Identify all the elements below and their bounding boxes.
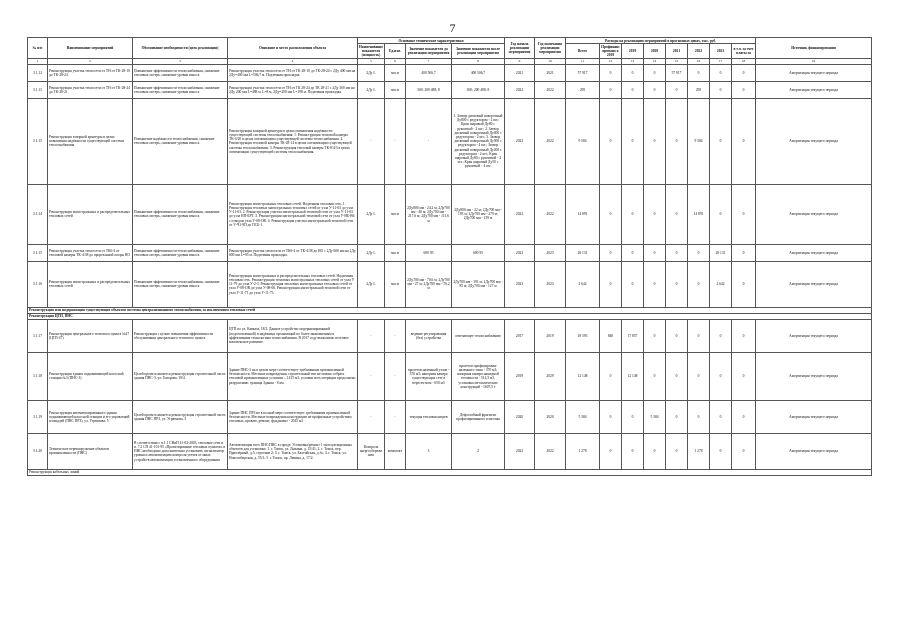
- measure-name: Реконструкция магистральных и распределительных тепловых сетей: [48, 184, 133, 244]
- column-number: 13: [622, 58, 644, 64]
- year-end: 2029: [535, 352, 566, 400]
- cost-2021: 0: [666, 400, 688, 433]
- table-row: [28, 261, 872, 307]
- description: ЦТП по ул. Кавказа, 18/2. Данное устройство модернизированной (подготовленной) и надёжных организаций по более экономичным и эффективным технологиям теплоснабжения. В 2017 году выполнено итоговое комплексное развитие.: [228, 319, 358, 352]
- year-start: 2022: [505, 433, 535, 469]
- cost-2023: 2 642: [710, 261, 732, 307]
- cost-funded: 0: [600, 261, 622, 307]
- cost-2022: 0: [688, 319, 710, 352]
- description: Реконструкция магистральных и распределительных тепловых сетей. Надземная тепловая сеть. Реконструкция тепловых магистральных тепловых сетей от узла У 11-79 до узла У-2-3. Реконструкция тепловых магистральных тепловых сетей от узла У-08-ОВ до узла У-08-06. Реконструкция магистральной тепловой сети от узла У-11-71 до узла У-11-73.: [228, 261, 358, 307]
- cost-2020: 0: [644, 64, 666, 81]
- funding-source: Амортизация текущего периода: [756, 352, 872, 400]
- table-row: [28, 184, 872, 244]
- year-end: 2022: [535, 81, 566, 98]
- row-number: 3.1.13: [28, 81, 48, 98]
- year-start: 2022: [505, 81, 535, 98]
- indicator: 2Ду L: [358, 81, 385, 98]
- table-body-ctp-pns: [28, 319, 872, 469]
- value-before: 600 95: [406, 244, 452, 261]
- unit: мм м: [385, 244, 406, 261]
- cost-2022: 0: [688, 244, 710, 261]
- value-before: -: [406, 98, 452, 184]
- cost-other: 0: [732, 400, 756, 433]
- header-total: Всего: [566, 44, 600, 59]
- value-after: 2Ду800 мм - 22 м; 2Ду700 мм - 193 м; 2Ду700 мм - 279 м; 2Ду700 мм - 159 м: [452, 184, 505, 244]
- cost-2019: 0: [622, 400, 644, 433]
- row-number: 3.1.20: [28, 433, 48, 469]
- cost-2019: 0: [622, 261, 644, 307]
- value-after: 2: [452, 433, 505, 469]
- description: Реконструкция участка теплосети от ТН от ТК 28-24 до ТК 28-21 с 2Ду 300 мм на 2Ду 200 мм L=488 м, L=8 м, 2Ду=200 мм L=198 м. Подземная прокладка.: [228, 81, 358, 98]
- description: Реконструкция участка теплосети от ТК6-4 от ТК-4/38 до НО с 2Ду 600 мм на 2Ду 600 мм L=95 м. Подземная прокладка.: [228, 244, 358, 261]
- cost-2020: 0: [644, 244, 666, 261]
- year-end: 2022: [535, 433, 566, 469]
- cost-2021: 0: [666, 261, 688, 307]
- cost-2019: 0: [622, 64, 644, 81]
- header-2020: 2020: [644, 44, 666, 59]
- cost-total: 5 384: [566, 400, 600, 433]
- year-end: 2022: [535, 98, 566, 184]
- cost-total: 1 278: [566, 433, 600, 469]
- value-after: Дефлогабный фрагмент профилированного пластика: [452, 400, 505, 433]
- cost-2019: 12 148: [622, 352, 644, 400]
- funding-source: Амортизация текущего периода: [756, 184, 872, 244]
- column-number: 6: [385, 58, 406, 64]
- unit: -: [385, 352, 406, 400]
- year-start: 2023: [505, 261, 535, 307]
- cost-2021: 0: [666, 244, 688, 261]
- description: Здание ПНС ПРЗ не в полной мере соответствует требованиям промышленной безопасности. Местные повреждения конструкции не профильные устройствам тепловых, кровлю, ремонт, фундамент - 2025 м3: [228, 400, 358, 433]
- cost-total: 9 584: [566, 98, 600, 184]
- rationale: В соответствии с п.1.1 СНиП 41-02-2003, тепловые сети и п. 7.2 СП 41-101-95 «Проектирование тепловых пунктов» в ПНС необходимо дополнительно установить сигнализатор уровня и автоматизацию контроля утечек от иных устройств автоматизации установленного оборудования: [133, 433, 228, 469]
- header-source: Источник финансирования: [756, 38, 872, 59]
- funding-source: Амортизация текущего периода: [756, 433, 872, 469]
- indicator: 2Ду L: [358, 184, 385, 244]
- year-end: 2023: [535, 261, 566, 307]
- header-year-start: Год начала реализации мероприятия: [505, 38, 535, 59]
- unit: мм м: [385, 81, 406, 98]
- column-number: 3: [133, 58, 228, 64]
- table-row: [28, 98, 872, 184]
- column-number: 16: [688, 58, 710, 64]
- table-row: [28, 433, 872, 469]
- column-number: 5: [358, 58, 385, 64]
- cost-total: 12 148: [566, 352, 600, 400]
- indicator: 2Ду L: [358, 244, 385, 261]
- row-number: 3.1.19: [28, 400, 48, 433]
- cost-2022: 1 278: [688, 433, 710, 469]
- cost-other: 0: [732, 352, 756, 400]
- cost-2023: 0: [710, 64, 732, 81]
- year-end: 2021: [535, 64, 566, 81]
- column-number: 15: [666, 58, 688, 64]
- header-tech-group: Основные технические характеристики: [358, 38, 505, 44]
- cost-2021: 0: [666, 319, 688, 352]
- description: Реконструкция магистральных тепловых сетей. Надземная тепловая сеть. 1. Реконструкция тепловых магистральных тепловых сетей от узла У-11-03 до узла У-11-03. 2. Реконструкция участка магистральной тепловой сети от узла У-11-03 до узла НП-БРТ. 3. Реконструкция магистральной тепловой сети от узла У-НБ-В6 с отводом узла У-08-ОВ. 4. Реконструкция участка магистральной тепловой сети от У-Ч1-9П до ПСБ-1.: [228, 184, 358, 244]
- cost-2021: 0: [666, 352, 688, 400]
- funding-source: Амортизация текущего периода: [756, 81, 872, 98]
- cost-total: 295: [566, 81, 600, 98]
- table-row: [28, 81, 872, 98]
- unit: -: [385, 319, 406, 352]
- header-2023: 2023: [710, 44, 732, 59]
- cost-other: 0: [732, 433, 756, 469]
- investment-program-table: [27, 37, 872, 476]
- page-number: 7: [449, 21, 456, 35]
- cost-2020: 0: [644, 184, 666, 244]
- row-number: 3.1.18: [28, 352, 48, 400]
- cost-2019: 0: [622, 81, 644, 98]
- indicator: -: [358, 98, 385, 184]
- value-after: [452, 98, 505, 184]
- row-number: 3.1.15: [28, 98, 48, 184]
- funding-source: Амортизация текущего периода: [756, 98, 872, 184]
- column-number: 7: [406, 58, 452, 64]
- unit: мм м: [385, 64, 406, 81]
- table-row: [28, 352, 872, 400]
- row-number: 3.1.16: [28, 261, 48, 307]
- section-title-ctp-pns: Реконструкция ЦТП, ПНС: [28, 313, 872, 319]
- measure-name: Реконструкция участка теплосети от ТН от ТК-28-10 до ТК-28-24: [48, 64, 133, 81]
- cost-2019: 17 857: [622, 319, 644, 352]
- cost-other: 0: [732, 184, 756, 244]
- value-before: 300; 200 488; 8: [406, 81, 452, 98]
- cost-2021: 0: [666, 184, 688, 244]
- column-number: 19: [756, 58, 872, 64]
- value-before: 2Ду800 мм - 24,2 м; 2Ду700 мм - 40 м; 2Ду700 мм - 217,6 м; 2Ду700 мм - 111,6 м: [406, 184, 452, 244]
- header-name: Наименование мероприятий: [48, 38, 133, 59]
- rationale: Повышение эффективности теплоснабжения, снижение тепловых потерь, снижение уровня износа: [133, 81, 228, 98]
- header-after: Значение показателя после реализации мероприятия: [452, 44, 505, 59]
- cost-2019: 0: [622, 98, 644, 184]
- row-number: 3.1.12: [28, 64, 48, 81]
- row-number: 3.1.17: [28, 319, 48, 352]
- table-row: [28, 400, 872, 433]
- measure-name: Реконструкция магистральных и распределительных тепловых сетей: [48, 261, 133, 307]
- cost-2019: 0: [622, 184, 644, 244]
- year-start: 2022: [505, 184, 535, 244]
- cost-funded: 0: [600, 98, 622, 184]
- value-after: 300; 200 488; 8: [452, 81, 505, 98]
- section-title-cable-lines: Реконструкция кабельных линий: [28, 469, 872, 475]
- rationale: Целей проекта является реконструкция строительной части здания ПНС ПРЗ, ул. Угрюмова, 5: [133, 400, 228, 433]
- indicator: -: [358, 352, 385, 400]
- table-body-sections: [28, 307, 872, 319]
- cost-2020: 0: [644, 98, 666, 184]
- cost-funded: 0: [600, 64, 622, 81]
- rationale: Целей проекта является реконструкция строительной части здания ПНС-3, ул. Говорова, 19/4.: [133, 352, 228, 400]
- value-after: пролетов профилирован-наземного зоны - 370 м3; напорная камера нашедной готовности - 514,5 м3, установка металлических конструкций - 1607,5 т: [452, 352, 505, 400]
- funding-source: Амортизация текущего периода: [756, 244, 872, 261]
- header-2022: 2022: [688, 44, 710, 59]
- cost-2021: 0: [666, 433, 688, 469]
- year-end: 2019: [535, 319, 566, 352]
- measure-name: Реконструкция центрального теплового пункта №47 (ЦТП-47): [48, 319, 133, 352]
- header-description: Описание и место расположения объекта: [228, 38, 358, 59]
- cost-2023: 0: [710, 319, 732, 352]
- cost-other: 0: [732, 98, 756, 184]
- cost-total: 2 642: [566, 261, 600, 307]
- cost-funded: 0: [600, 400, 622, 433]
- description: Реконструкция запорной арматуры в целях повышения надёжности существующей системы теплоснабжения: 1. Реконструкция тепловой камеры ТК-4/20 в целях оптимизации существующей системы теплоснабжения. 2. Реконструкция тепловой камеры ТК-28-14 в целях оптимизации существующей системы теплоснабжения. 3. Реконструкция тепловой камеры ТК-8/4/3 в целях оптимизации существующей системы теплоснабжения.: [228, 98, 358, 184]
- measure-name: Реконструкция участка теплосети от ТН от ТК-28-24 до ТК-28-21: [48, 81, 133, 98]
- description: Здание ПНС-3 на в целом мере соответствует требованиям промышленной безопасности. Местные повреждения, строительный тип не можно собрать тепловой промышленных условиях – 1415 м3, условия всех операции продолжено разрушению. граница Здания - 8 км.: [228, 352, 358, 400]
- year-end: 2023: [535, 244, 566, 261]
- header-costs-group: Расходы на реализацию мероприятий в прогнозных ценах, тыс. руб.: [566, 38, 756, 44]
- header-rationale: Обоснование необходимости (цель реализации): [133, 38, 228, 59]
- rationale: Повышение эффективности теплоснабжения, снижение тепловых потерь, снижение уровня износа: [133, 261, 228, 307]
- indicator: 2Ду L: [358, 261, 385, 307]
- year-start: 2019: [505, 352, 535, 400]
- value-after-equipment: 1. Затвор дисковый поворотный Ду800 с редуктором - 2 шт.; Кран шаровый Ду80 с рукояткой - 2 шт.; 2. Затвор дисковый поворотный Ду400 с редуктором - 2 шт.; 3. Затвор дисковый поворотный Ду500 с редуктором - 4 шт.; Затвор дисковый поворотный Ду200 с редуктором - 2 шт.; Кран шаровый Ду80 с рукояткой - 2 шт.; Кран шаровый Ду50 с рукояткой - 4 шт.: [453, 113, 503, 169]
- cost-2020: 0: [644, 319, 666, 352]
- cost-2023: 0: [710, 352, 732, 400]
- measure-name: Реконструкция здания подкачивающей насосной станции №3 (ПНС-3): [48, 352, 133, 400]
- cost-total: 57 917: [566, 64, 600, 81]
- column-number: 9: [505, 58, 535, 64]
- table-row: [28, 64, 872, 81]
- column-number: 8: [452, 58, 505, 64]
- column-number: 1: [28, 58, 48, 64]
- cost-2022: 0: [688, 400, 710, 433]
- table-row: [28, 244, 872, 261]
- rationale: Повышение эффективности теплоснабжения, снижение тепловых потерь, снижение уровня износа: [133, 244, 228, 261]
- value-before: 3: [406, 433, 452, 469]
- cost-total: 18 593: [566, 319, 600, 352]
- rationale: Повышение эффективности теплоснабжения, снижение тепловых потерь, снижение уровня износа: [133, 184, 228, 244]
- measure-name: Реконструкция запорной арматуры в целях повышения надёжности существующей системы теплоснабжения: [48, 98, 133, 184]
- header-indicator: Наименование показателя (мощность): [359, 44, 383, 58]
- column-number: 12: [600, 58, 622, 64]
- cost-2022: 0: [688, 352, 710, 400]
- funding-source: Амортизация текущего периода: [756, 64, 872, 81]
- year-end: 2022: [535, 184, 566, 244]
- year-start: 2020: [505, 400, 535, 433]
- header-2019: 2019: [622, 44, 644, 59]
- cost-funded: 0: [600, 433, 622, 469]
- section-title-existing-objects: Реконструкция или модернизация существующих объектов системы централизованного теплоснабжения, за исключением тепловых сетей: [28, 307, 872, 313]
- value-before: 400 506,7: [406, 64, 452, 81]
- cost-2019: 0: [622, 244, 644, 261]
- indicator: Контроль энергосбережения: [358, 433, 385, 469]
- cost-2023: 26 131: [710, 244, 732, 261]
- year-start: 2017: [505, 319, 535, 352]
- cost-funded: 0: [600, 81, 622, 98]
- year-end: 2020: [535, 400, 566, 433]
- cost-other: 0: [732, 261, 756, 307]
- description: Автоматизация всех ПНС/ПНС в городе. Установка/ремонт 1 эксплуатационных объектов для установки: 1. г. Томск, ул. Лыкина, д. 15/41; 2. г. Томск, пер. Приозёрный, д.5, строение 2; 3. г. Томск, ул. Балтийская, д.№; 4. г. Томск, ул. Новосибирская, д. 55/1; 5. г. Томск, пр. Ленина, д. 17/2.: [228, 433, 358, 469]
- measure-name: Реконструкция автоматизированного здания подкачивающей насосной станции и его управлений площадей (ПНС ПРЗ), ул. Угрюмова, 5: [48, 400, 133, 433]
- measure-name: Техническое перевооружение объектов промышленности (ПНС): [48, 433, 133, 469]
- cost-2023: 0: [710, 184, 732, 244]
- unit: комплект: [385, 433, 406, 469]
- value-before: 2Ду700 мм - 70,6 м; 2Ду700 мм - 27 м; 2Ду700 мм - 76,2 м: [406, 261, 452, 307]
- cost-other: 0: [732, 319, 756, 352]
- header-unit: Ед.изм.: [385, 44, 406, 59]
- column-number: 4: [228, 58, 358, 64]
- table-body-reconstruction-networks: [28, 64, 872, 307]
- cost-other: 0: [732, 244, 756, 261]
- cost-funded: 0: [600, 244, 622, 261]
- year-start: 2023: [505, 244, 535, 261]
- cost-2020: 0: [644, 261, 666, 307]
- indicator: -: [358, 400, 385, 433]
- cost-funded: 0: [600, 184, 622, 244]
- cost-2020: 0: [644, 81, 666, 98]
- rationale: Реконструкция с целью повышения эффективности обслуживания центрального теплового пункта: [133, 319, 228, 352]
- cost-2023: 0: [710, 98, 732, 184]
- funding-source: Амортизация текущего периода: [756, 319, 872, 352]
- value-after: 600 95: [452, 244, 505, 261]
- cost-total: 26 131: [566, 244, 600, 261]
- year-start: 2022: [505, 98, 535, 184]
- column-number: 10: [535, 58, 566, 64]
- cost-2023: 0: [710, 400, 732, 433]
- description: Реконструкция участка теплосети от ТН от ТК-28-10 до ТК-28-24 с 2Ду 400 мм на 2Ду=400 мм L=506,7 м. Подземная прокладка.: [228, 64, 358, 81]
- cost-2021: 57 917: [666, 64, 688, 81]
- header-other: в т.ч. за счет платы за: [732, 44, 756, 59]
- value-after: 2Ду700 мм - 191 м; 2Ду700 мм - 85 м; 2Ду700 мм - 127 м: [452, 261, 505, 307]
- row-number: 3.1.14: [28, 184, 48, 244]
- cost-total: 14 891: [566, 184, 600, 244]
- value-before: пролетов наземный узлов - 370 м3; напорная камера существующих сетт в пересеч-ном - 650 м3: [406, 352, 452, 400]
- column-number: 14: [644, 58, 666, 64]
- cost-2023: 0: [710, 81, 732, 98]
- cost-2021: 0: [666, 98, 688, 184]
- header-year-end: Год окончания реализации мероприятия: [535, 38, 566, 59]
- rationale: Повышение эффективности теплоснабжения, снижение тепловых потерь, снижение уровня износа: [133, 64, 228, 81]
- cost-2023: 0: [710, 433, 732, 469]
- cost-2020: 0: [644, 433, 666, 469]
- header-funded: Профинансировано к 2019: [601, 44, 620, 58]
- cost-funded: 840: [600, 319, 622, 352]
- table-row: [28, 319, 872, 352]
- indicator: 2Ду L: [358, 64, 385, 81]
- row-number: 3.1.15: [28, 244, 48, 261]
- column-number: 17: [710, 58, 732, 64]
- cost-2022: 0: [688, 261, 710, 307]
- section-row: [28, 469, 872, 475]
- cost-2022: 14 891: [688, 184, 710, 244]
- rationale: Повышение надёжности теплоснабжения, снижение тепловых потерь, снижение уровня износа: [133, 98, 228, 184]
- cost-2022: 0: [688, 64, 710, 81]
- cost-2022: 295: [688, 81, 710, 98]
- funding-source: Амортизация текущего периода: [756, 261, 872, 307]
- unit: мм м: [385, 184, 406, 244]
- unit: мм м: [385, 261, 406, 307]
- column-number: 18: [732, 58, 756, 64]
- cost-2020: 0: [644, 352, 666, 400]
- measure-name: Реконструкция участка теплосети от ТК6-4 от тепловой камеры ТК-4/38 до прорезанной опоры НО: [48, 244, 133, 261]
- header-2021: 2021: [666, 44, 688, 59]
- cost-funded: 0: [600, 352, 622, 400]
- unit: -: [385, 400, 406, 433]
- year-start: 2021: [505, 64, 535, 81]
- value-before: текущая тепловая нагрев: [406, 400, 452, 433]
- cost-other: 0: [732, 64, 756, 81]
- cost-2021: 0: [666, 81, 688, 98]
- cost-2020: 5 384: [644, 400, 666, 433]
- value-after: отвечающее теплоснабжению: [452, 319, 505, 352]
- value-after: 400 506,7: [452, 64, 505, 81]
- cost-2022: 9 584: [688, 98, 710, 184]
- unit: -: [385, 98, 406, 184]
- column-number: 11: [566, 58, 600, 64]
- column-number: 2: [48, 58, 133, 64]
- header-no: № п/п: [28, 38, 48, 59]
- header-before: Значение показателя до реализации мероприятия: [406, 44, 452, 59]
- cost-2019: 0: [622, 433, 644, 469]
- funding-source: Амортизация текущего периода: [756, 400, 872, 433]
- indicator: -: [358, 319, 385, 352]
- cost-other: 0: [732, 81, 756, 98]
- value-before: ведение регулирования (без) устройства: [406, 319, 452, 352]
